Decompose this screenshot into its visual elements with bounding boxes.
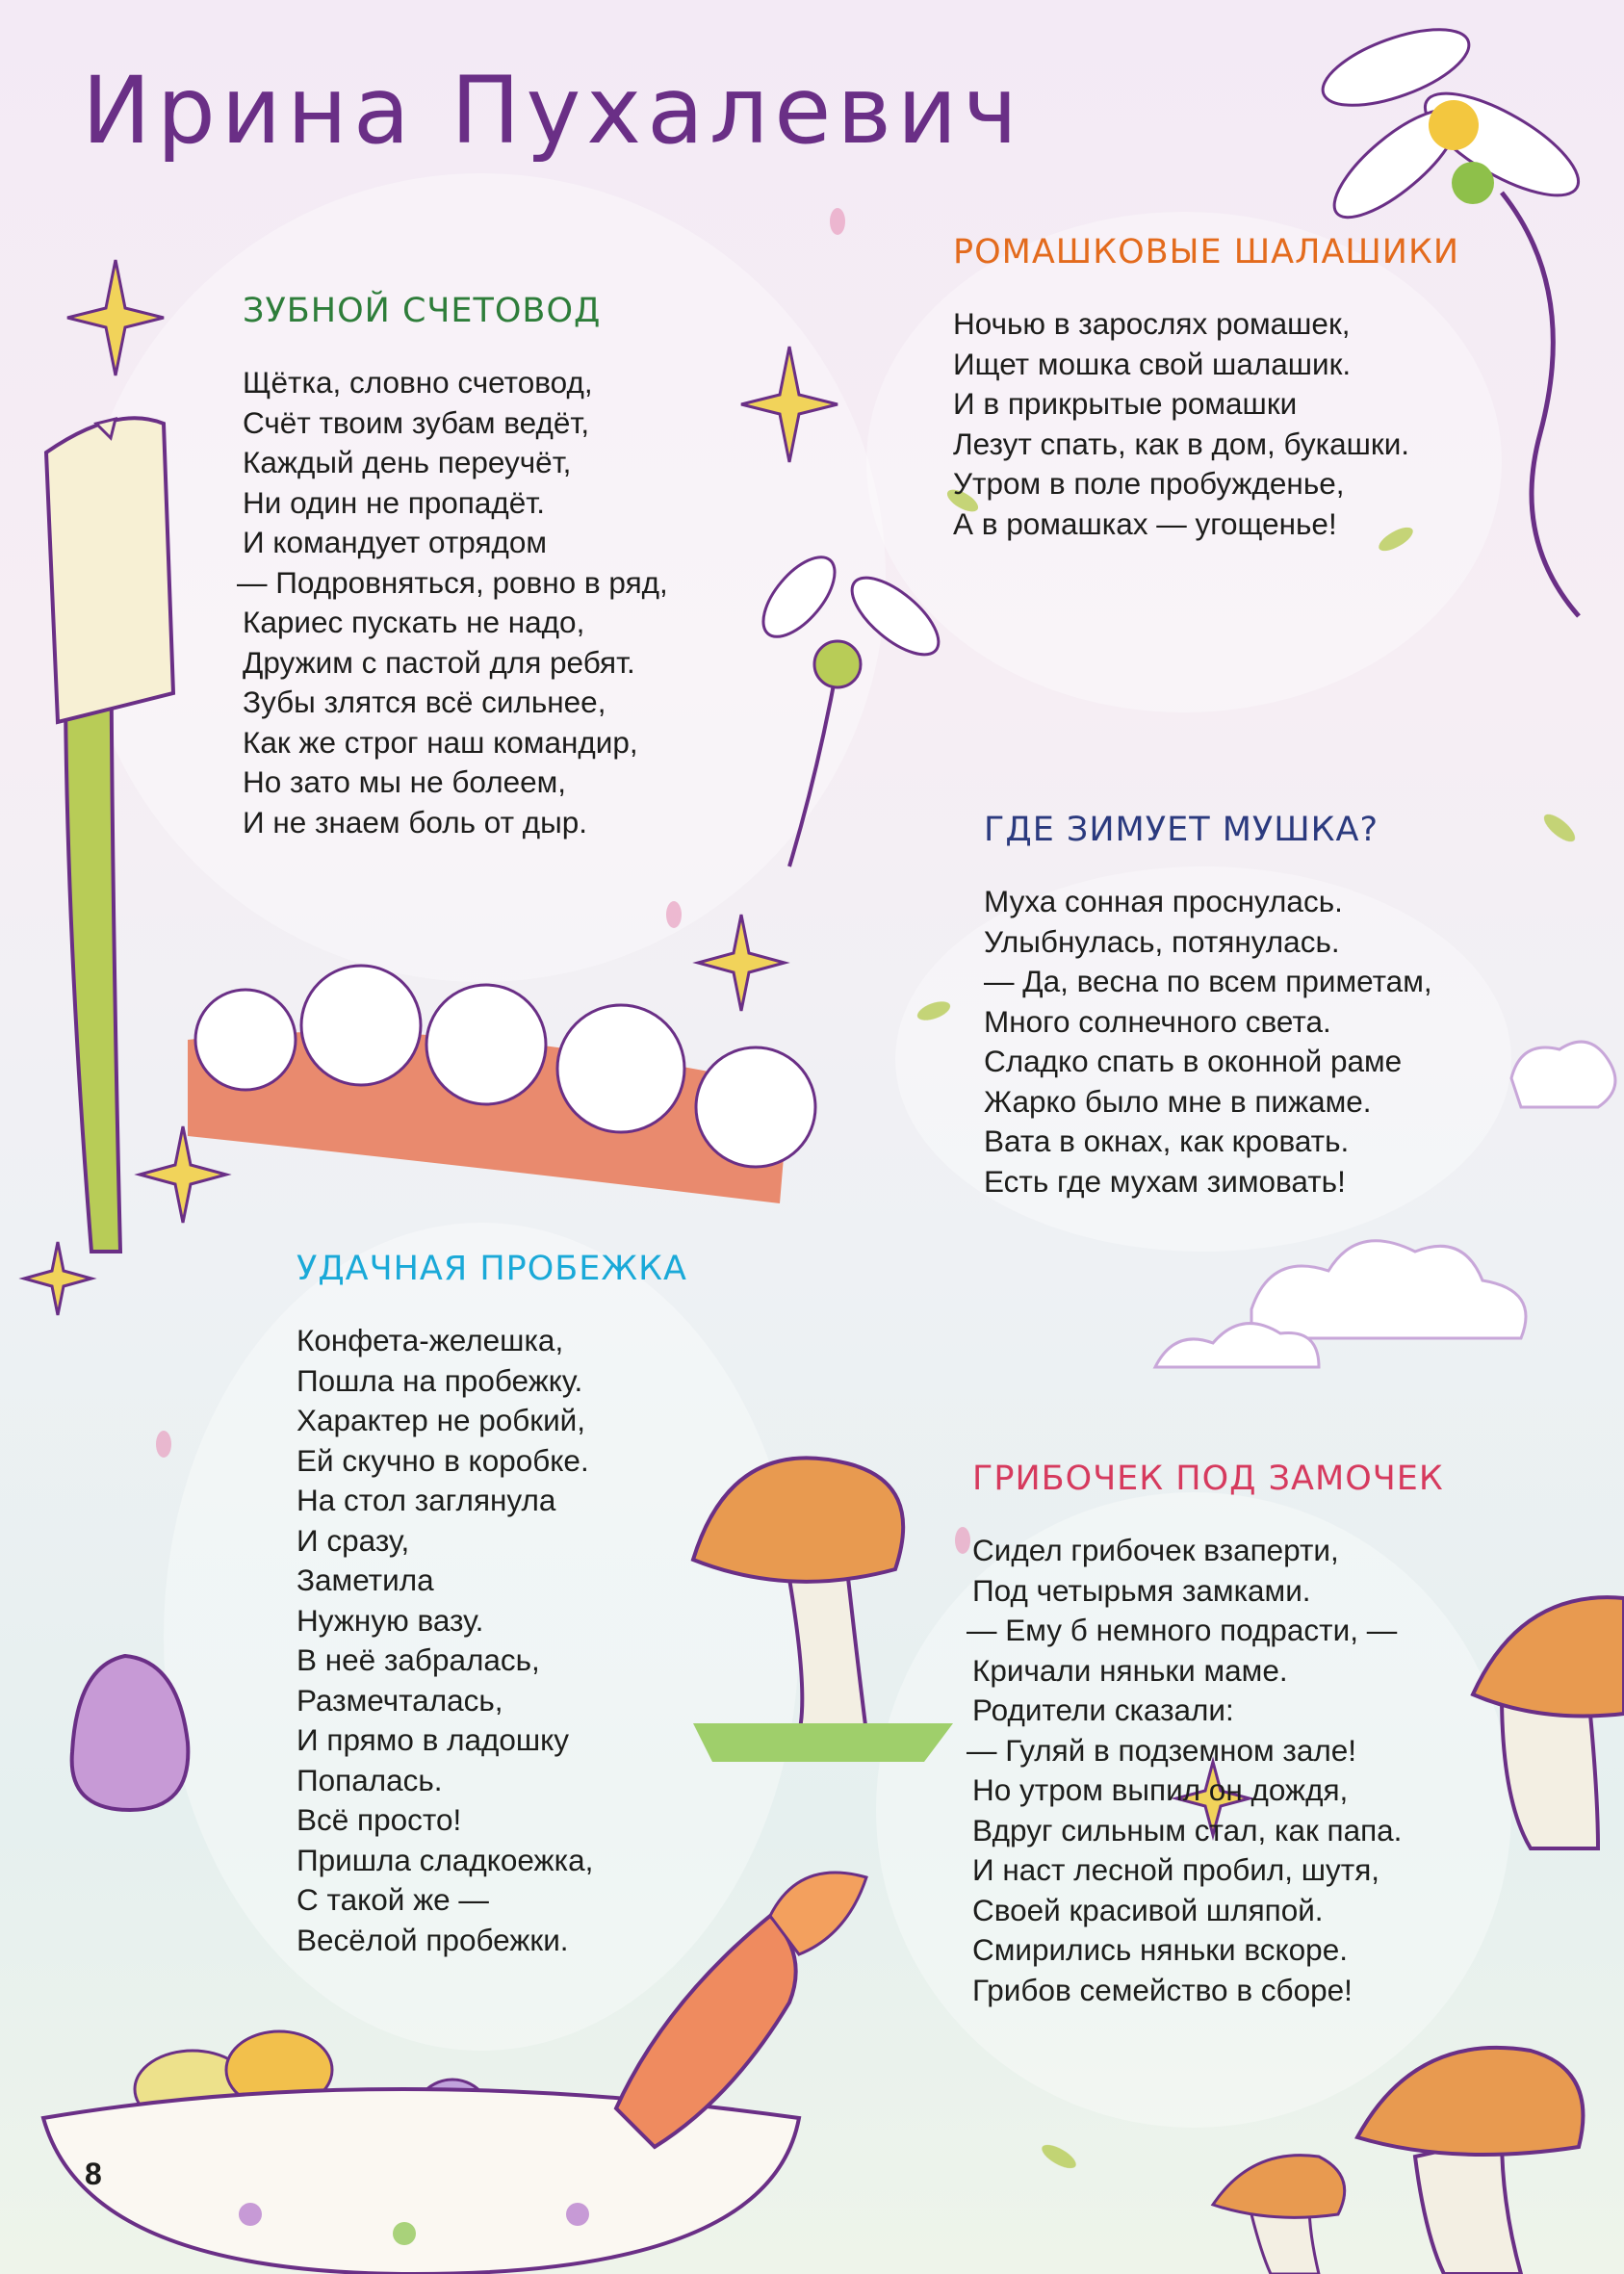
poem-line: Размечталась, (296, 1682, 503, 1718)
poem-line: Ищет мошка свой шалашик. (953, 346, 1352, 381)
poem-line: И в прикрытые ромашки (953, 386, 1298, 421)
poem-text (296, 1321, 687, 1960)
poem-line: Лезут спать, как в дом, букашки. (953, 426, 1410, 461)
poem-line: Как же строг наш командир, (243, 724, 638, 760)
poem-line: И сразу, (296, 1522, 410, 1558)
poem-line: Ни один не пропадёт. (243, 484, 545, 520)
poem-title: ЗУБНОЙ СЧЕТОВОД (243, 292, 602, 330)
poem-title: ГРИБОЧЕК ПОД ЗАМОЧЕК (972, 1460, 1444, 1498)
poem-line: Кариес пускать не надо, (243, 605, 585, 639)
poem-line: Характер не робкий, (296, 1403, 586, 1437)
poem-line: — Да, весна по всем приметам, (984, 964, 1432, 998)
poem-line: Жарко было мне в пижаме. (984, 1083, 1372, 1119)
poem-line: — Подровняться, ровно в ряд, (237, 564, 668, 600)
poem-text (967, 1531, 1444, 2010)
toothbrush-illustration (46, 418, 173, 1252)
poem-line: И прямо в ладошку (296, 1722, 570, 1757)
poem-line: Есть где мухам зимовать! (984, 1163, 1346, 1199)
poem-line: — Ему б немного подрасти, — (967, 1613, 1398, 1647)
poem-line: Каждый день переучёт, (243, 445, 572, 479)
poem-line: Но утром выпил он дождя, (972, 1772, 1349, 1807)
poem-line: Дружим с пастой для ребят. (243, 644, 635, 680)
author-name: Ирина Пухалевич (82, 57, 1023, 165)
poem-line: Грибов семейство в сборе! (972, 1972, 1353, 2007)
poem-text (984, 882, 1432, 1202)
page-number: 8 (85, 2157, 102, 2191)
poem-line: Щётка, словно счетовод, (243, 365, 593, 400)
teeth-illustration (188, 966, 815, 1203)
poem-line: — Гуляй в подземном зале! (967, 1732, 1356, 1768)
poem-mushroom-locked (967, 1460, 1444, 2010)
poem-text (953, 304, 1459, 544)
poem-line: Конфета-желешка, (296, 1323, 564, 1357)
poem-line: Зубы злятся всё сильнее, (243, 685, 606, 719)
poem-line: Улыбнулась, потянулась. (984, 923, 1340, 959)
poem-line: Вдруг сильным стал, как папа. (972, 1812, 1403, 1848)
poem-line: С такой же — (296, 1882, 489, 1917)
poem-line: Но зато мы не болеем, (243, 764, 567, 799)
poem-daisy-huts (953, 233, 1459, 544)
poem-line: И наст лесной пробил, шутя, (972, 1852, 1380, 1887)
poem-title: РОМАШКОВЫЕ ШАЛАШИКИ (953, 233, 1460, 271)
poem-line: И не знаем боль от дыр. (243, 804, 588, 840)
poem-line: Кричали няньки маме. (972, 1652, 1288, 1688)
poem-line: В неё забралась, (296, 1642, 540, 1677)
poem-text (237, 363, 668, 842)
poem-line: Заметила (296, 1563, 434, 1597)
poem-line: Сидел грибочек взаперти, (972, 1533, 1339, 1567)
poem-line: Родители сказали: (972, 1693, 1234, 1727)
poem-line: И командует отрядом (243, 525, 548, 559)
poem-tooth-counter (237, 292, 668, 842)
poem-line: Много солнечного света. (984, 1003, 1331, 1039)
poem-line: Ей скучно в коробке. (296, 1442, 589, 1478)
poem-line: Нужную вазу. (296, 1602, 484, 1638)
poem-lucky-jog (296, 1250, 687, 1960)
poem-line: Сладко спать в оконной раме (984, 1044, 1403, 1078)
poem-line: Счёт твоим зубам ведёт, (243, 404, 590, 440)
poem-line: Попалась. (296, 1762, 443, 1797)
poem-line: Муха сонная проснулась. (984, 884, 1343, 918)
poem-line: Всё просто! (296, 1802, 462, 1837)
poem-line: Смирились няньки вскоре. (972, 1932, 1348, 1967)
poem-line: Утром в поле пробужденье, (953, 466, 1345, 501)
poem-line: А в ромашках — угощенье! (953, 505, 1337, 541)
poem-line: На стол заглянула (296, 1483, 556, 1517)
poem-line: Ночью в зарослях ромашек, (953, 306, 1351, 341)
poem-line: Вата в окнах, как кровать. (984, 1124, 1350, 1158)
poem-line: Пришла сладкоежка, (296, 1842, 594, 1877)
poem-title: УДАЧНАЯ ПРОБЕЖКА (296, 1250, 687, 1288)
poem-where-fly-winters (984, 811, 1432, 1202)
poem-line: Своей красивой шляпой. (972, 1892, 1324, 1927)
poem-line: Под четырьмя замками. (972, 1572, 1311, 1608)
poem-line: Весёлой пробежки. (296, 1922, 569, 1957)
poem-title: ГДЕ ЗИМУЕТ МУШКА? (984, 811, 1379, 849)
poem-line: Пошла на пробежку. (296, 1362, 583, 1398)
